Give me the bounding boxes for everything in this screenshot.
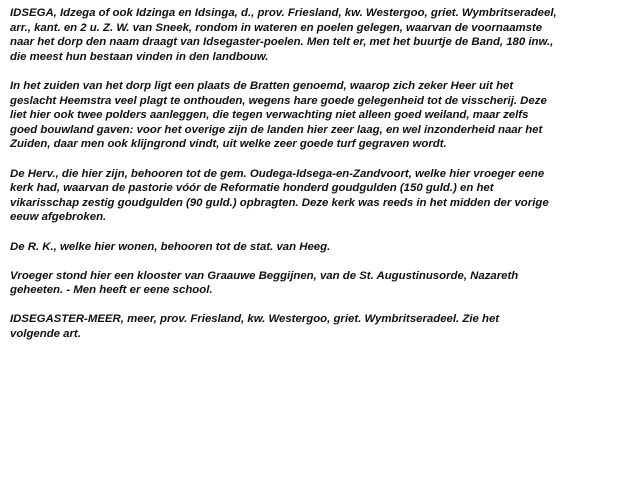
paragraph-klooster (10, 269, 624, 298)
document-body (10, 6, 624, 356)
text-line: goed bouwland gaven: voor het overige zijn de landen hier zeer laag, en wel inzonderheid naar het (10, 123, 543, 136)
paragraph-rk (10, 240, 624, 255)
text-line: volgende art. (10, 328, 81, 341)
text-line: vikarisschap zestig goudgulden (90 guld.) opbragten. Deze kerk was reeds in het midden der vorige (10, 196, 549, 209)
text-line: die meest hun bestaan vinden in den landbouw. (10, 50, 269, 63)
paragraph-bratten (10, 79, 624, 152)
text-line: naar het dorp den naam draagt van Idsegaster-poelen. Men telt er, met het buurtje de Band, 180 inw., (10, 36, 554, 49)
text-line: IDSEGASTER-MEER, meer, prov. Friesland, kw. Westergoo, griet. Wymbritseradeel. Zie het (10, 313, 500, 326)
text-line: arr., kant. en 2 u. Z. W. van Sneek, rondom in wateren en poelen gelegen, waarvan de voornaamste (10, 21, 543, 34)
paragraph-hervormden (10, 167, 624, 225)
paragraph-idsega-intro (10, 6, 624, 64)
text-line: eeuw afgebroken. (10, 211, 107, 224)
text-line: Zuiden, daar men ook klijngrond vindt, uit welke zeer goede turf gegraven wordt. (10, 138, 447, 151)
text-line: De R. K., welke hier wonen, behooren tot de stat. van Heeg. (10, 240, 331, 253)
text-line: liet hier ook twee polders aanleggen, die tegen verwachting niet alleen goed weiland, maar zelfs (10, 109, 529, 122)
text-line: In het zuiden van het dorp ligt een plaats de Bratten genoemd, waarop zich zeker Heer uit het (10, 79, 514, 92)
text-line: IDSEGA, Idzega of ook Idzinga en Idsinga, d., prov. Friesland, kw. Westergoo, griet. Wymbritseradeel, (10, 7, 557, 19)
paragraph-idsegaster-meer (10, 312, 624, 341)
text-line: geheeten. - Men heeft er eene school. (10, 284, 213, 297)
text-line: kerk had, waarvan de pastorie vóór de Reformatie honderd goudgulden (150 guld.) en het (10, 182, 494, 195)
text-line: Vroeger stond hier een klooster van Graauwe Beggijnen, van de St. Augustinusorde, Nazareth (10, 269, 519, 282)
text-line: geslacht Heemstra veel plagt te onthouden, wegens hare goede gelegenheid tot de visscherij. Deze (10, 94, 547, 107)
text-line: De Herv., die hier zijn, behooren tot de gem. Oudega-Idsega-en-Zandvoort, welke hier vroeger eene (10, 167, 545, 180)
